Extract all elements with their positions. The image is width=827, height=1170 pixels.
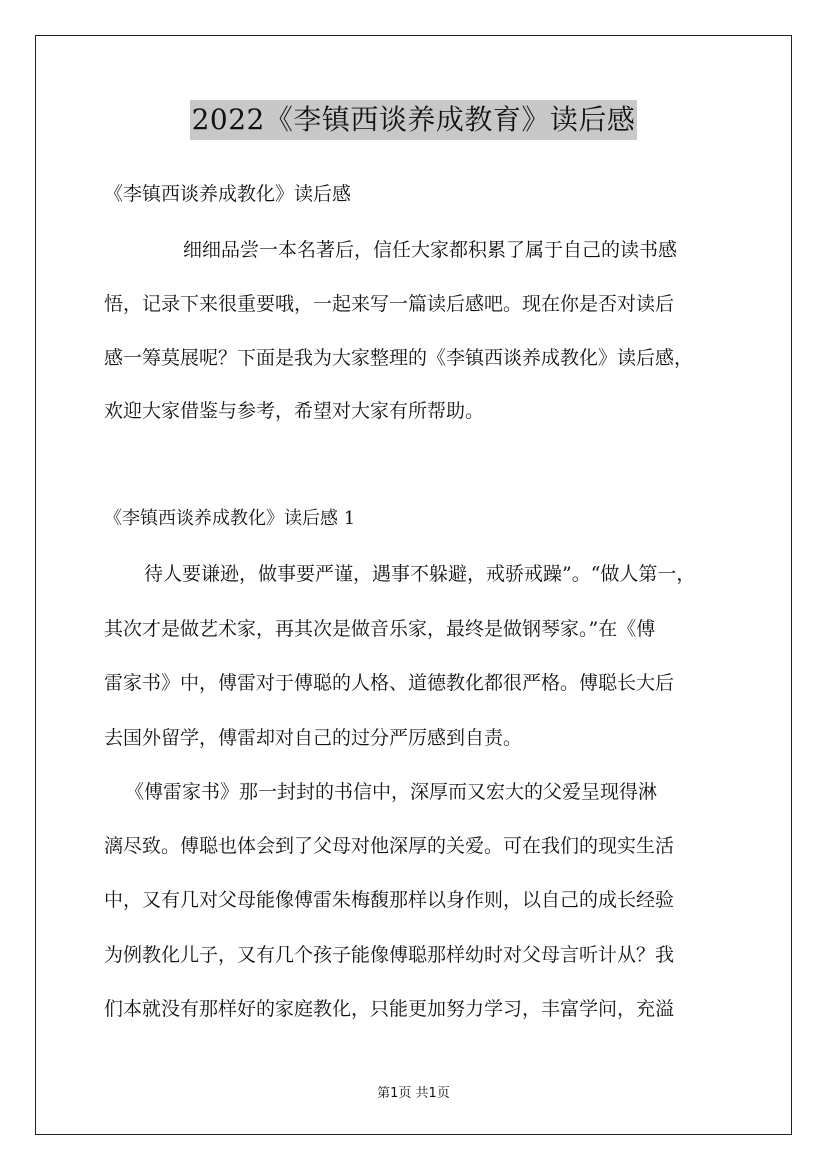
- para1-line-1: 待人要谦逊，做事要严谨，遇事不躲避，戒骄戒躁”。“做人第一，: [144, 563, 696, 585]
- intro-line-4: 欢迎大家借鉴与参考，希望对大家有所帮助。: [104, 400, 485, 422]
- intro-line-3: 感一筹莫展呢？下面是我为大家整理的《李镇西谈养成教化》读后感，: [104, 347, 694, 369]
- document-title: 2022《李镇西谈养成教育》读后感: [190, 100, 638, 140]
- para2-line-3: 中，又有几对父母能像傅雷朱梅馥那样以身作则，以自己的成长经验: [104, 889, 675, 911]
- section-title: 《李镇西谈养成教化》读后感 1: [104, 508, 356, 529]
- para1-line-4: 去国外留学，傅雷却对自己的过分严厉感到自责。: [104, 727, 523, 749]
- para1-line-2: 其次才是做艺术家，再其次是做音乐家，最终是做钢琴家。”在《傅: [104, 618, 656, 640]
- document-subtitle: 《李镇西谈养成教化》读后感: [104, 183, 352, 205]
- para2-line-2: 漓尽致。傅聪也体会到了父母对他深厚的关爱。可在我们的现实生活: [104, 835, 675, 857]
- page-footer: 第1页 共1页: [377, 1086, 450, 1101]
- para2-line-4: 为例教化儿子，又有几个孩子能像傅聪那样幼时对父母言听计从？我: [104, 944, 675, 966]
- title-wrap: [0, 100, 827, 140]
- para2-line-1: 《傅雷家书》那一封封的书信中，深厚而又宏大的父爱呈现得淋: [125, 781, 658, 803]
- para1-line-3: 雷家书》中，傅雷对于傅聪的人格、道德教化都很严格。傅聪长大后: [104, 672, 675, 694]
- intro-line-1: 细细品尝一本名著后，信任大家都积累了属于自己的读书感: [183, 239, 678, 261]
- intro-line-2: 悟，记录下来很重要哦，一起来写一篇读后感吧。现在你是否对读后: [104, 293, 675, 315]
- para2-line-5: 们本就没有那样好的家庭教化，只能更加努力学习，丰富学问，充溢: [104, 998, 675, 1020]
